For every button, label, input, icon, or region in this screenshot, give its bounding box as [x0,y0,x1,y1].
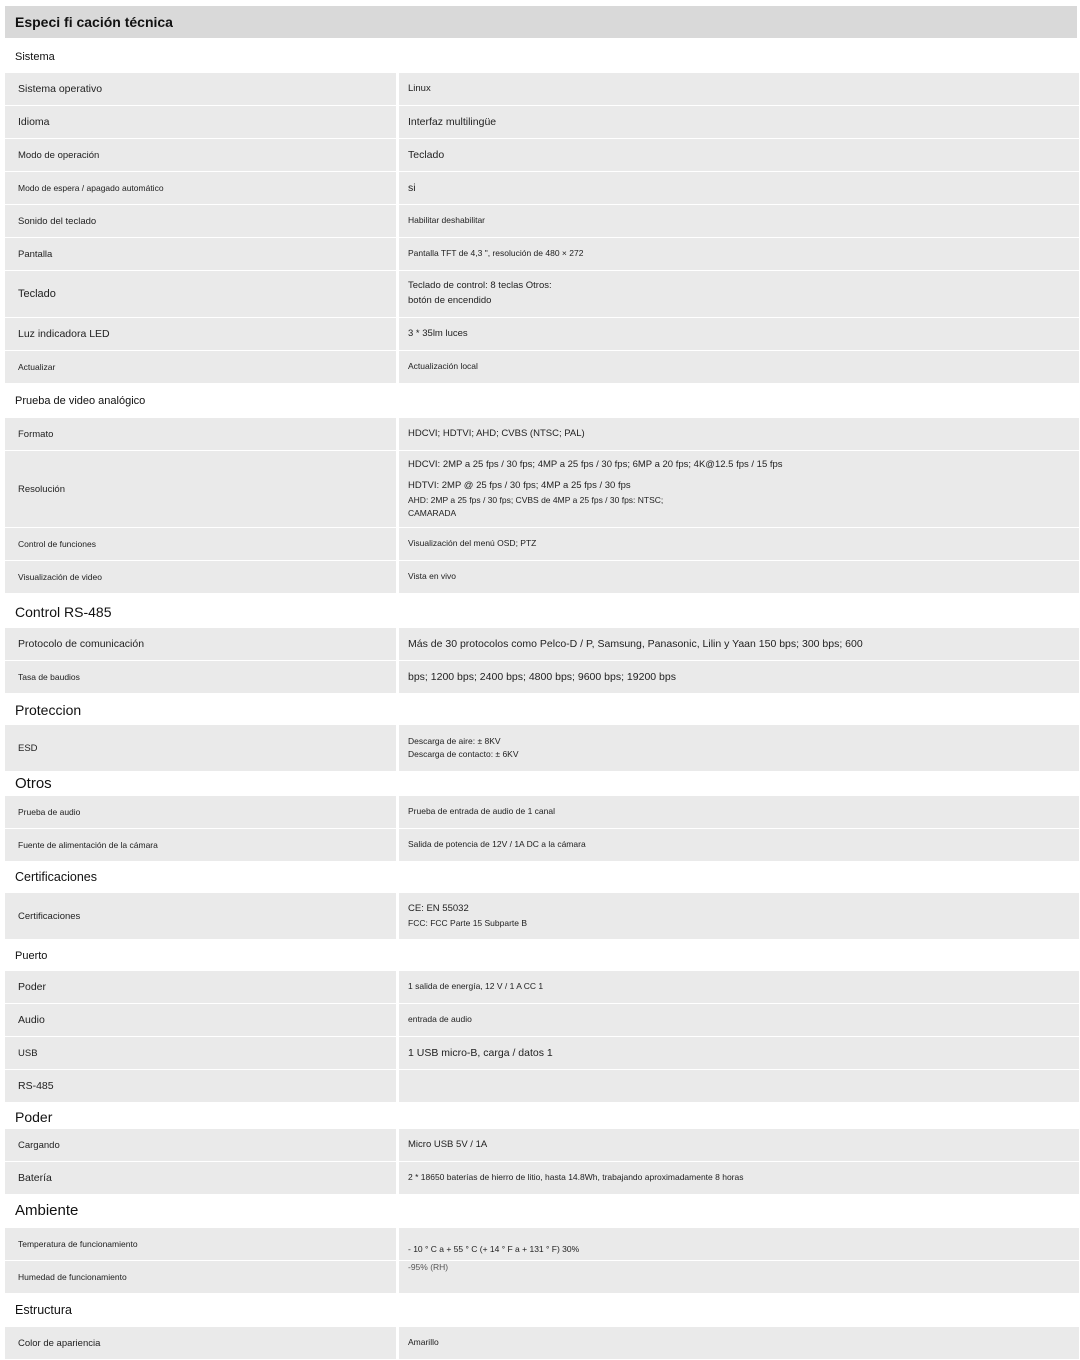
spec-label: Actualizar [5,351,396,383]
section-video: Prueba de video analógico [15,395,146,407]
spec-value: entrada de audio [408,1014,472,1025]
spec-value: Visualización del menú OSD; PTZ [408,538,537,549]
spec-label: Temperatura de funcionamiento [5,1228,396,1260]
spec-label: Idioma [5,106,396,138]
spec-row-prueba-audio [5,796,1079,828]
spec-row-temperatura [5,1228,1079,1260]
spec-value: - 10 ° C a + 55 ° C (+ 14 ° F a + 131 ° F) 30% [408,1243,580,1254]
spec-label: Control de funciones [5,528,396,560]
spec-row-certificaciones [5,893,1079,939]
spec-value-line: FCC: FCC Parte 15 Subparte B [408,917,528,928]
spec-value: 3 * 35lm luces [408,327,468,339]
spec-row-fuente-camara [5,829,1079,861]
spec-label: Color de apariencia [5,1327,396,1359]
spec-label: USB [5,1037,396,1069]
spec-label: Teclado [5,271,396,317]
spec-value: -95% (RH) [408,1262,449,1272]
section-poder: Poder [15,1109,53,1125]
section-rs485: Control RS-485 [15,604,112,620]
section-sistema: Sistema [15,51,55,63]
spec-label: Modo de espera / apagado automático [5,172,396,204]
spec-row-color [5,1327,1079,1359]
spec-row-poder-puerto [5,971,1079,1003]
spec-value-line: HDCVI: 2MP a 25 fps / 30 fps; 4MP a 25 fps / 30 fps; 6MP a 20 fps; 4K@12.5 fps / 15 fps [408,459,783,471]
spec-value-line: AHD: 2MP a 25 fps / 30 fps; CVBS de 4MP a 25 fps / 30 fps: NTSC; [408,494,664,505]
section-otros: Otros [15,775,52,792]
spec-value: HDCVI; HDTVI; AHD; CVBS (NTSC; PAL) [408,427,585,439]
section-ambiente: Ambiente [15,1202,79,1219]
spec-row-idioma [5,106,1079,138]
spec-value: si [408,181,416,194]
spec-row-esd [5,725,1079,771]
spec-label: Modo de operación [5,139,396,171]
spec-row-modo-operacion [5,139,1079,171]
spec-row-modo-espera [5,172,1079,204]
spec-value-line: Teclado de control: 8 teclas Otros: [408,280,552,292]
spec-row-control-funciones [5,528,1079,560]
spec-value: Más de 30 protocolos como Pelco-D / P, Samsung, Panasonic, Lilin y Yaan 150 bps; 300 bps; 600 [408,637,863,650]
spec-label: Sistema operativo [5,73,396,105]
spec-row-visualizacion-video [5,561,1079,593]
spec-row-usb [5,1037,1079,1069]
section-certificaciones: Certificaciones [15,870,97,884]
spec-value: Pantalla TFT de 4,3 ", resolución de 480 × 272 [408,248,584,259]
spec-label: Visualización de video [5,561,396,593]
page-title: Especi fi cación técnica [5,6,1077,38]
spec-row-resolucion [5,451,1079,527]
spec-value-line: CAMARADA [408,507,457,518]
spec-label: Resolución [5,451,396,527]
spec-label: RS-485 [5,1070,396,1102]
spec-label: Formato [5,418,396,450]
spec-value: 1 salida de energía, 12 V / 1 A CC 1 [408,981,544,992]
spec-value: Prueba de entrada de audio de 1 canal [408,806,555,817]
spec-row-audio [5,1004,1079,1036]
spec-row-teclado [5,271,1079,317]
spec-label: Fuente de alimentación de la cámara [5,829,396,861]
spec-label: Certificaciones [5,893,396,939]
spec-label: Sonido del teclado [5,205,396,237]
spec-value: Teclado [408,148,445,161]
spec-row-luz-led [5,318,1079,350]
spec-label: Protocolo de comunicación [5,628,396,660]
spec-row-protocolo [5,628,1079,660]
spec-label: Poder [5,971,396,1003]
spec-label: Batería [5,1162,396,1194]
spec-value-line: botón de encendido [408,295,492,306]
spec-label: ESD [5,725,396,771]
spec-value: Salida de potencia de 12V / 1A DC a la cámara [408,839,586,850]
spec-row-humedad [5,1261,1079,1293]
spec-label: Humedad de funcionamiento [5,1261,396,1293]
spec-value: Actualización local [408,361,478,372]
spec-row-baudios [5,661,1079,693]
spec-label: Prueba de audio [5,796,396,828]
spec-label: Tasa de baudios [5,661,396,693]
spec-row-sonido-teclado [5,205,1079,237]
spec-label: Audio [5,1004,396,1036]
spec-label: Luz indicadora LED [5,318,396,350]
spec-row-formato [5,418,1079,450]
spec-label: Pantalla [5,238,396,270]
spec-value: Habilitar deshabilitar [408,215,486,226]
spec-value: Vista en vivo [408,571,457,582]
spec-value: Amarillo [408,1337,439,1348]
spec-value-line: Descarga de contacto: ± 6KV [408,749,519,759]
spec-row-pantalla [5,238,1079,270]
section-puerto: Puerto [15,950,48,962]
spec-value-line: Descarga de aire: ± 8KV [408,735,501,746]
spec-value: Linux [408,82,431,94]
spec-label: Cargando [5,1129,396,1161]
spec-row-rs485 [5,1070,1079,1102]
spec-value: 2 * 18650 baterías de hierro de litio, hasta 14.8Wh, trabajando aproximadamente 8 horas [408,1172,744,1183]
spec-value-line: CE: EN 55032 [408,903,469,915]
spec-value: 1 USB micro-B, carga / datos 1 [408,1046,553,1059]
spec-value: Micro USB 5V / 1A [408,1138,488,1150]
section-estructura: Estructura [15,1303,72,1317]
spec-value: Interfaz multilingüe [408,115,497,128]
spec-row-sistema-operativo [5,73,1079,105]
section-proteccion: Proteccion [15,702,82,718]
spec-row-cargando [5,1129,1079,1161]
spec-value: bps; 1200 bps; 2400 bps; 4800 bps; 9600 bps; 19200 bps [408,670,676,683]
spec-row-actualizar [5,351,1079,383]
spec-row-bateria [5,1162,1079,1194]
spec-value-line: HDTVI: 2MP @ 25 fps / 30 fps; 4MP a 25 fps / 30 fps [408,479,631,491]
